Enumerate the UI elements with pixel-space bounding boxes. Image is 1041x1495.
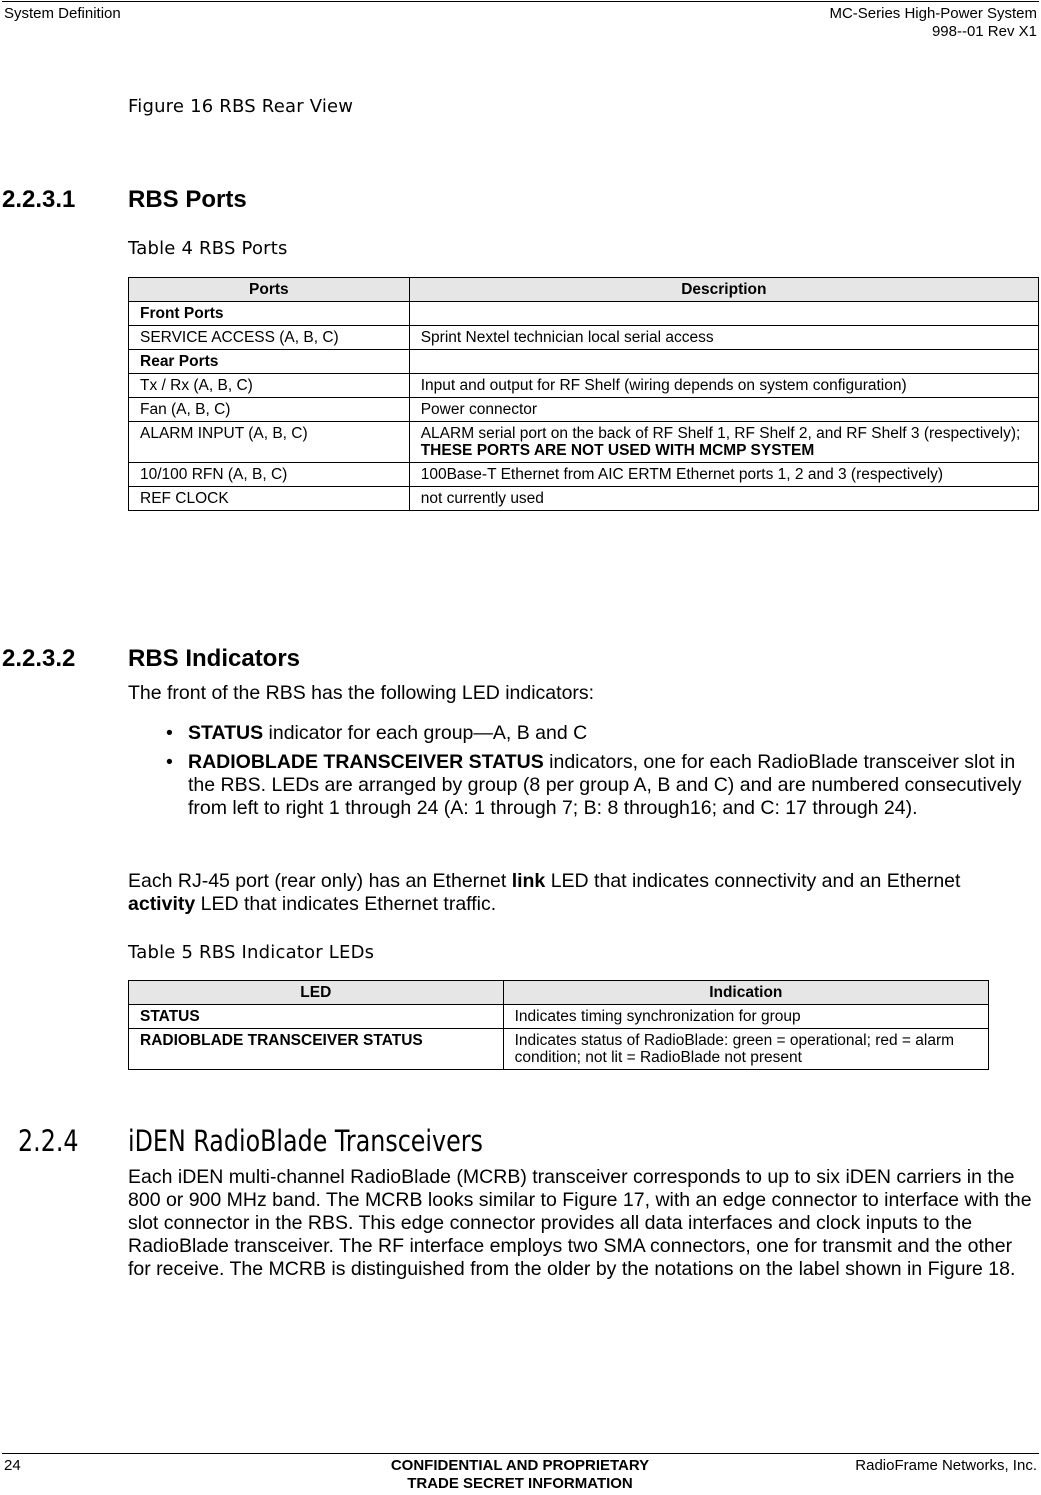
footer-center-line2: TRADE SECRET INFORMATION bbox=[407, 1475, 633, 1492]
table5-caption: Table 5 RBS Indicator LEDs bbox=[128, 942, 375, 963]
indicator-leds-table bbox=[128, 980, 989, 1070]
footer-confidential bbox=[300, 1457, 740, 1493]
table-row bbox=[129, 350, 1039, 374]
table-row bbox=[129, 326, 1039, 350]
led-cell: STATUS bbox=[129, 1005, 504, 1029]
section-ports-number: 2.2.3.1 bbox=[2, 186, 76, 213]
header-right bbox=[829, 5, 1037, 41]
section-indicators-number: 2.2.3.2 bbox=[2, 645, 76, 672]
ethernet-link-term: link bbox=[511, 870, 546, 892]
table-row bbox=[129, 1029, 989, 1070]
header-right-line1: MC-Series High-Power System bbox=[829, 5, 1037, 22]
ethernet-text: LED that indicates connectivity and an Ethernet bbox=[545, 870, 961, 892]
table-header-cell: Ports bbox=[129, 278, 410, 302]
description-cell: Sprint Nextel technician local serial access bbox=[409, 326, 1038, 350]
port-cell: Fan (A, B, C) bbox=[129, 398, 410, 422]
ethernet-paragraph bbox=[128, 870, 1033, 916]
bullet-bold: STATUS bbox=[188, 722, 264, 744]
table-header-cell: Indication bbox=[503, 981, 988, 1005]
table-row bbox=[129, 302, 1039, 326]
description-cell: Input and output for RF Shelf (wiring depends on system configuration) bbox=[409, 374, 1038, 398]
description-cell: 100Base-T Ethernet from AIC ERTM Ethernet ports 1, 2 and 3 (respectively) bbox=[409, 463, 1038, 487]
indicators-intro: The front of the RBS has the following LED indicators: bbox=[128, 682, 595, 704]
footer-company: RadioFrame Networks, Inc. bbox=[855, 1457, 1037, 1474]
led-cell: RADIOBLADE TRANSCEIVER STATUS bbox=[129, 1029, 504, 1070]
ethernet-text: LED that indicates Ethernet traffic. bbox=[195, 893, 497, 915]
port-cell: Front Ports bbox=[129, 302, 410, 326]
description-cell bbox=[409, 422, 1038, 463]
description-cell bbox=[409, 302, 1038, 326]
description-cell bbox=[409, 350, 1038, 374]
iden-paragraph: Each iDEN multi-channel RadioBlade (MCRB) transceiver corresponds to up to six iDEN carriers in the 800 or 900 MHz band. The MCRB looks similar to Figure 17, with an edge connector to interface with the slot connector in the RBS. This edge connector provides all data interfaces and clock inputs to the RadioBlade transceiver. The RF interface employs two SMA connectors, one for transmit and the other for receive. The MCRB is distinguished from the older by the notations on the label shown in Figure 18. bbox=[128, 1166, 1032, 1280]
port-cell: 10/100 RFN (A, B, C) bbox=[129, 463, 410, 487]
port-cell: ALARM INPUT (A, B, C) bbox=[129, 422, 410, 463]
footer-page-number: 24 bbox=[4, 1457, 21, 1474]
description-cell: Power connector bbox=[409, 398, 1038, 422]
table-row bbox=[129, 374, 1039, 398]
table-header-row bbox=[129, 981, 989, 1005]
footer-center-line1: CONFIDENTIAL AND PROPRIETARY bbox=[390, 1457, 650, 1474]
ports-table bbox=[128, 277, 1039, 511]
table-row bbox=[129, 463, 1039, 487]
port-cell: Rear Ports bbox=[129, 350, 410, 374]
indication-cell: Indicates timing synchronization for group bbox=[503, 1005, 988, 1029]
indicator-list bbox=[128, 722, 1038, 826]
indication-cell: Indicates status of RadioBlade: green = operational; red = alarm condition; not lit = RadioBlade not present bbox=[503, 1029, 988, 1070]
table4-caption: Table 4 RBS Ports bbox=[128, 238, 288, 259]
header-right-line2: 998--01 Rev X1 bbox=[931, 23, 1037, 40]
header-top-rule bbox=[2, 1, 1039, 2]
figure-caption: Figure 16 RBS Rear View bbox=[128, 96, 354, 117]
table-row bbox=[129, 487, 1039, 511]
ethernet-activity-term: activity bbox=[128, 893, 196, 915]
table-header-row bbox=[129, 278, 1039, 302]
list-item bbox=[128, 722, 1038, 745]
port-cell: SERVICE ACCESS (A, B, C) bbox=[129, 326, 410, 350]
description-cell: not currently used bbox=[409, 487, 1038, 511]
description-bold-note: THESE PORTS ARE NOT USED WITH MCMP SYSTEM bbox=[420, 442, 815, 459]
header-left: System Definition bbox=[4, 5, 121, 22]
bullet-text: indicator for each group—A, B and C bbox=[263, 722, 588, 744]
table-row bbox=[129, 1005, 989, 1029]
table-header-cell: LED bbox=[129, 981, 504, 1005]
section-iden-title: iDEN RadioBlade Transceivers bbox=[128, 1124, 483, 1158]
section-indicators-title: RBS Indicators bbox=[128, 645, 301, 672]
table-row bbox=[129, 398, 1039, 422]
bullet-text: indicators, one for each RadioBlade transceiver slot in the RBS. LEDs are arranged by group (8 per group A, B and C) and are numbered consecutively from left to right 1 through 24 (A: 1 through 7; B: 8 through16; and C: 17 through 24). bbox=[188, 751, 1022, 819]
bullet-bold: RADIOBLADE TRANSCEIVER STATUS bbox=[188, 751, 544, 773]
footer-rule bbox=[2, 1453, 1039, 1454]
ethernet-text: Each RJ-45 port (rear only) has an Ethernet bbox=[128, 870, 512, 892]
section-ports-title: RBS Ports bbox=[128, 186, 247, 213]
table-header-cell: Description bbox=[409, 278, 1038, 302]
port-cell: REF CLOCK bbox=[129, 487, 410, 511]
table-row bbox=[129, 422, 1039, 463]
section-iden-number: 2.2.4 bbox=[18, 1124, 79, 1158]
port-cell: Tx / Rx (A, B, C) bbox=[129, 374, 410, 398]
list-item bbox=[128, 751, 1038, 820]
description-text: ALARM serial port on the back of RF Shelf 1, RF Shelf 2, and RF Shelf 3 (respectively); bbox=[420, 425, 1021, 442]
